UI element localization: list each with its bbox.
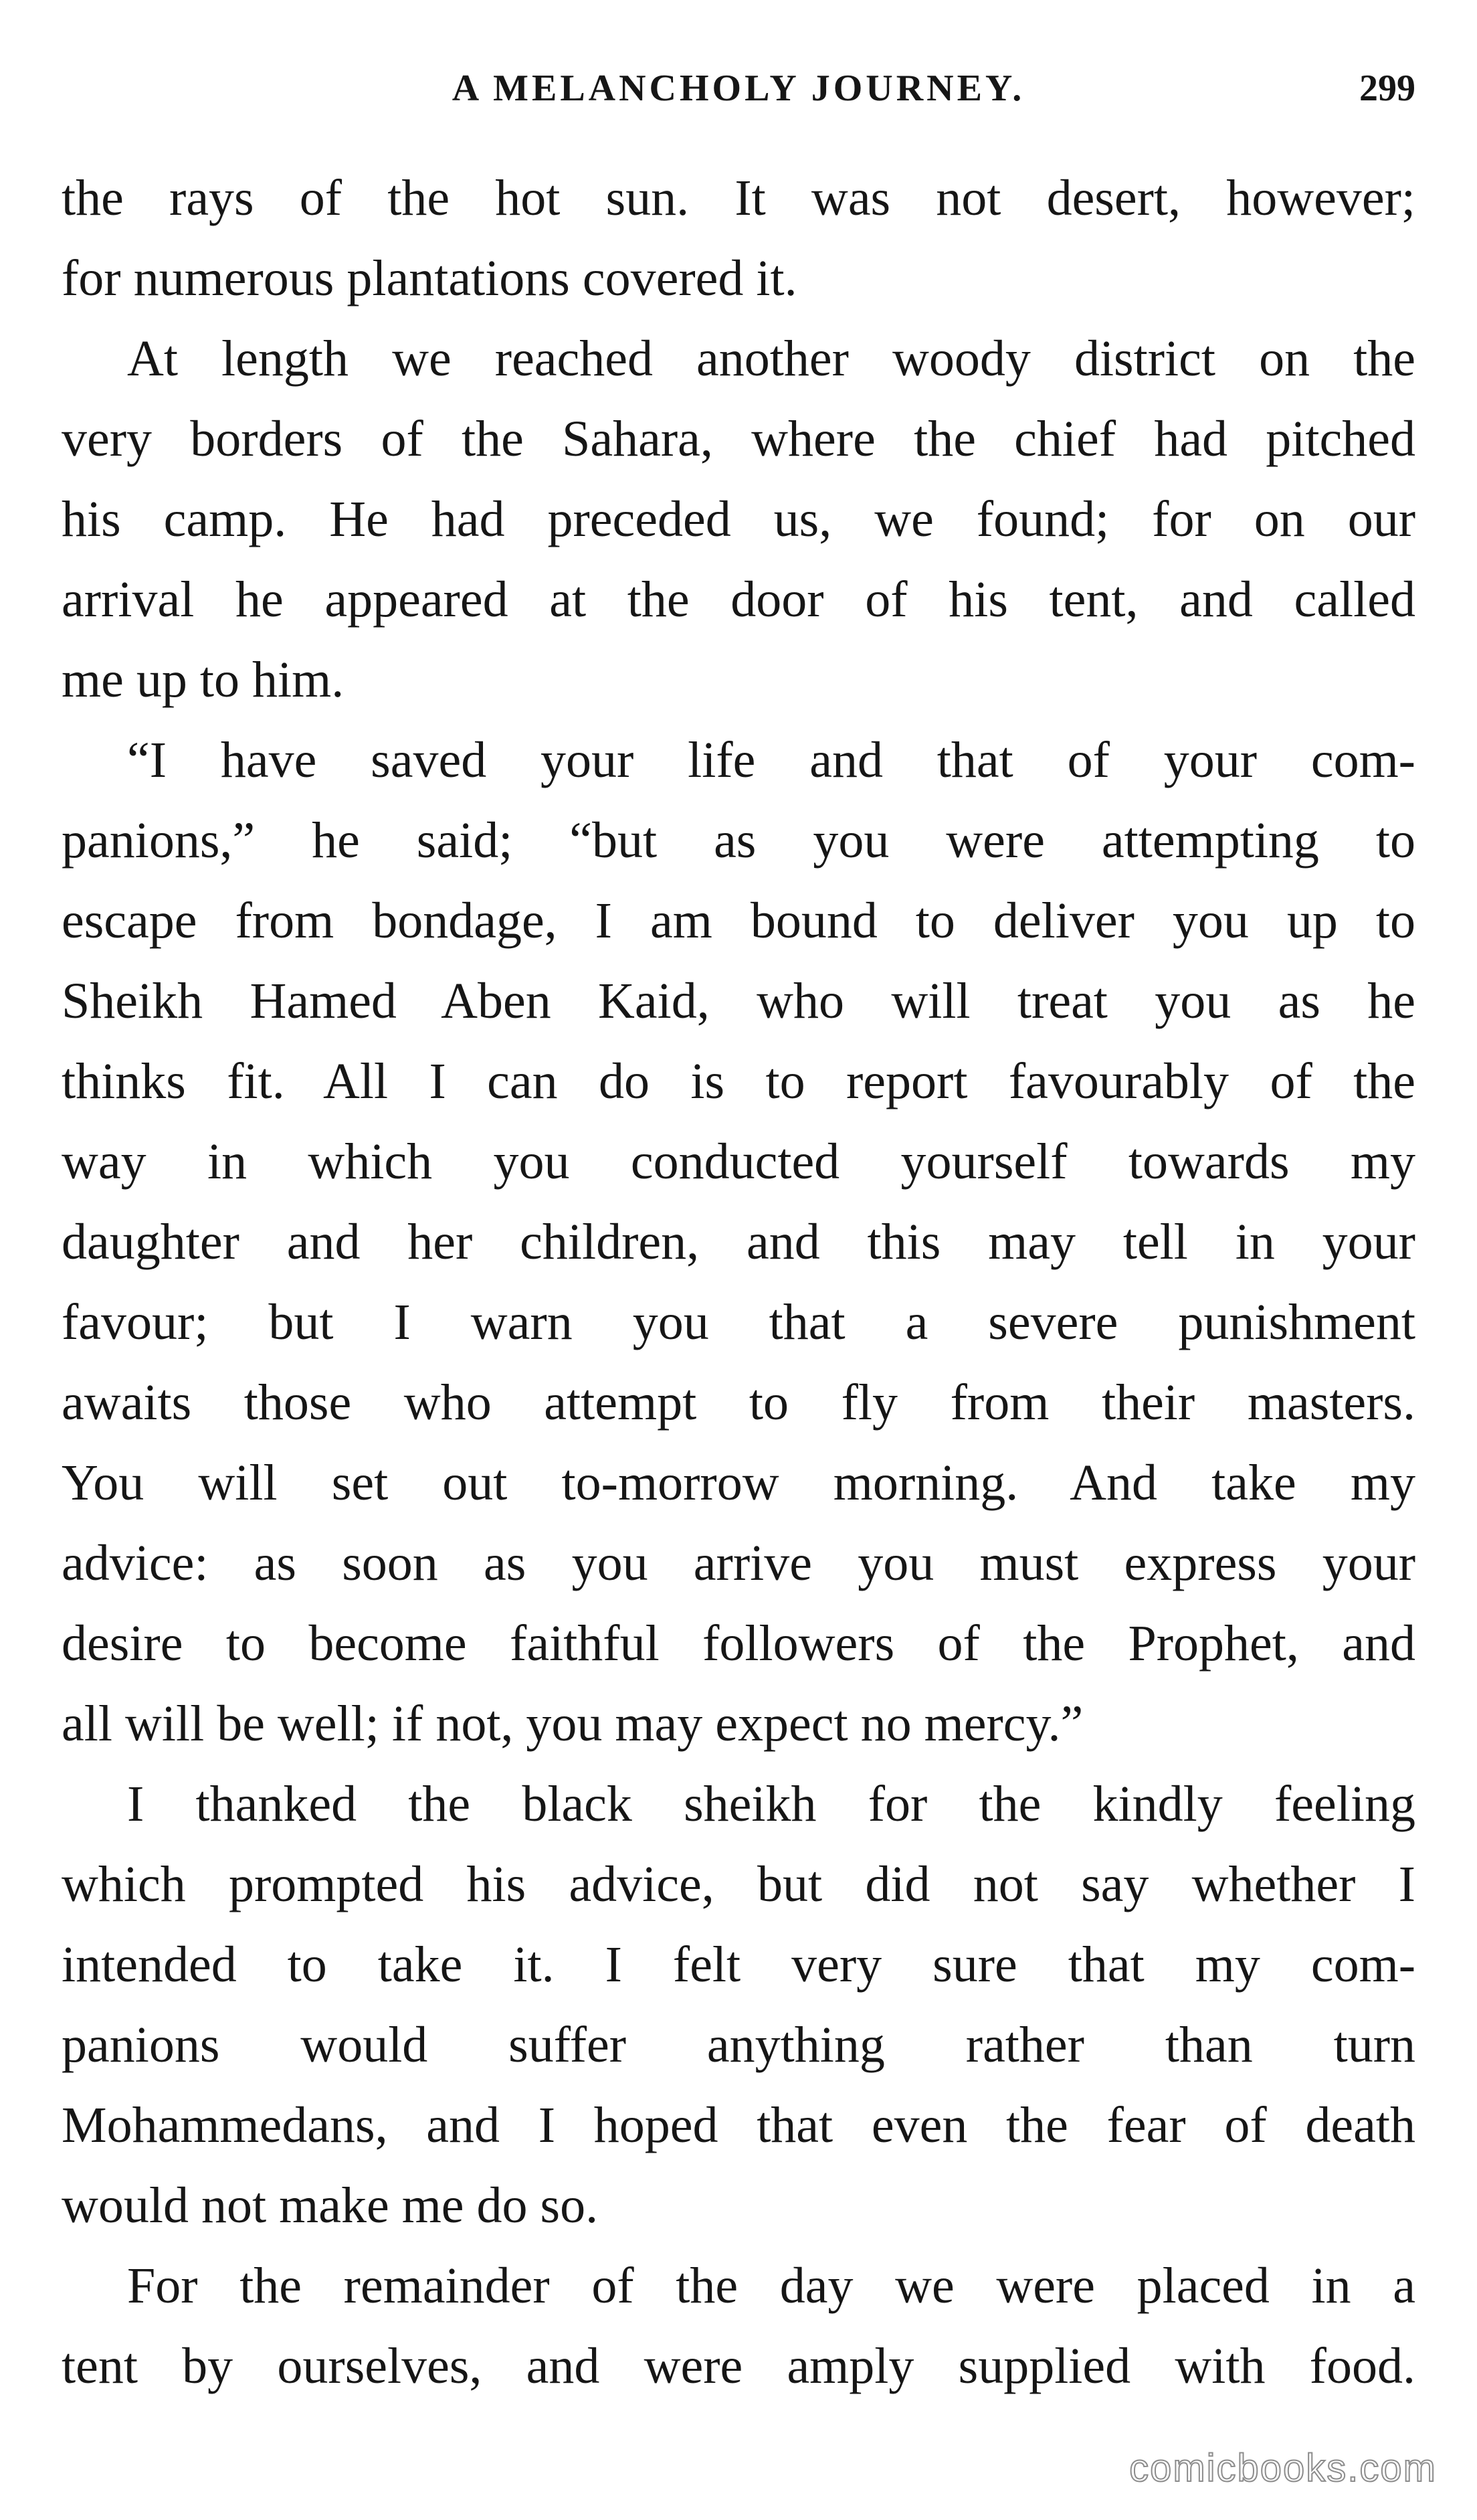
text-line: his camp. He had preceded us, we found; for on our xyxy=(62,491,1415,547)
text-line: escape from bondage, I am bound to deliver you up to xyxy=(62,893,1415,949)
text-line: arrival he appeared at the door of his tent, and called xyxy=(62,571,1415,628)
text-line: daughter and her children, and this may tell in your xyxy=(62,1214,1415,1270)
text-line: You will set out to-morrow morning. And take my xyxy=(62,1455,1415,1511)
body-text xyxy=(62,158,1415,2406)
text-line: “I have saved your life and that of your com- xyxy=(127,732,1415,788)
text-line: I thanked the black sheikh for the kindly feeling xyxy=(127,1776,1415,1832)
watermark: comicbooks.com xyxy=(1129,2446,1437,2490)
page-number: 299 xyxy=(1359,68,1415,109)
text-line: way in which you conducted yourself towards my xyxy=(62,1134,1415,1190)
running-title: A MELANCHOLY JOURNEY. xyxy=(452,68,1025,109)
text-line: favour; but I warn you that a severe punishment xyxy=(62,1294,1415,1350)
text-line: panions would suffer anything rather than turn xyxy=(62,2017,1415,2073)
text-line: me up to him. xyxy=(62,652,344,708)
running-head xyxy=(62,62,1415,115)
text-line: Sheikh Hamed Aben Kaid, who will treat you as he xyxy=(62,973,1415,1029)
text-line: For the remainder of the day we were placed in a xyxy=(127,2258,1415,2314)
text-line: desire to become faithful followers of the Prophet, and xyxy=(62,1615,1415,1672)
text-line: which prompted his advice, but did not say whether I xyxy=(62,1856,1415,1912)
text-line: Mohammedans, and I hoped that even the fear of death xyxy=(62,2097,1415,2153)
text-line: At length we reached another woody district on the xyxy=(127,331,1415,387)
text-line: for numerous plantations covered it. xyxy=(62,250,797,306)
text-line: the rays of the hot sun. It was not desert, however; xyxy=(62,170,1415,226)
text-line: thinks fit. All I can do is to report favourably of the xyxy=(62,1053,1415,1109)
text-line: tent by ourselves, and were amply supplied with food. xyxy=(62,2338,1415,2394)
text-line: all will be well; if not, you may expect no mercy.” xyxy=(62,1696,1084,1752)
text-line: panions,” he said; “but as you were attempting to xyxy=(62,812,1415,869)
text-line: would not make me do so. xyxy=(62,2177,599,2234)
text-line: very borders of the Sahara, where the chief had pitched xyxy=(62,411,1415,467)
text-line: advice: as soon as you arrive you must express your xyxy=(62,1535,1415,1591)
text-line: intended to take it. I felt very sure that my com- xyxy=(62,1937,1415,1993)
text-line: awaits those who attempt to fly from their masters. xyxy=(62,1374,1415,1431)
